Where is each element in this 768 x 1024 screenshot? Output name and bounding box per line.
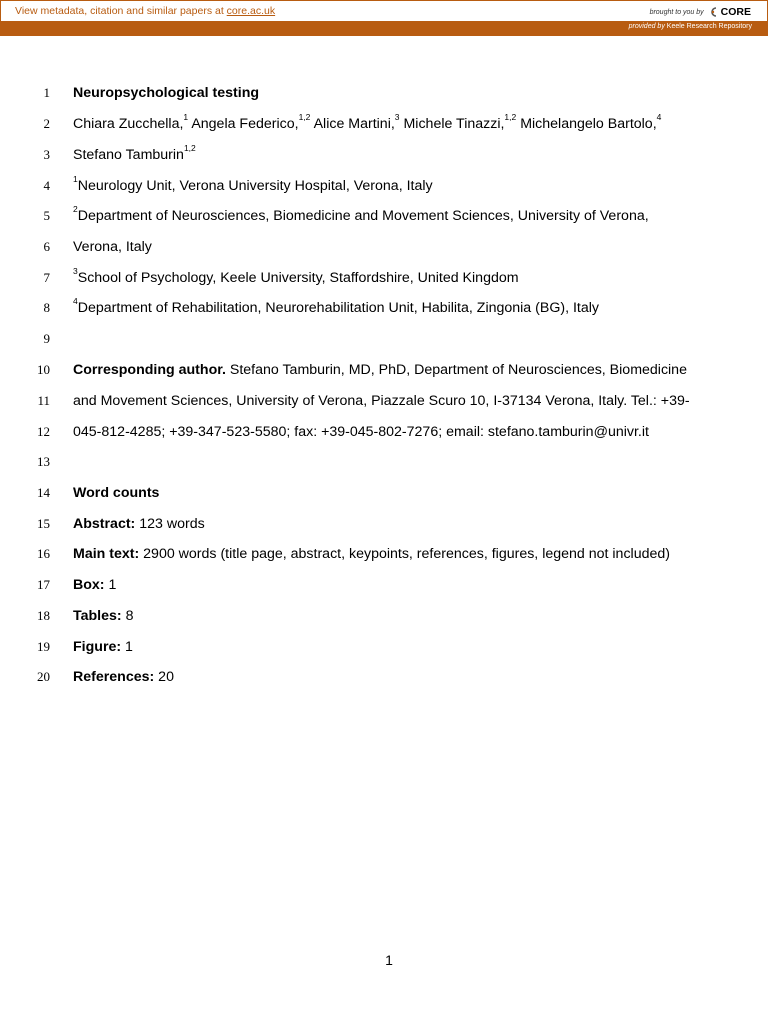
line-17 [0, 575, 768, 595]
line-12 [0, 422, 768, 442]
core-banner-top [0, 0, 768, 21]
line-number: 13 [37, 454, 50, 469]
provided-by-text[interactable] [629, 23, 752, 30]
line-number: 15 [37, 516, 50, 531]
line-16 [0, 544, 768, 564]
view-metadata-text [15, 5, 275, 17]
line-1 [0, 83, 768, 103]
authors-list-continued [73, 145, 196, 165]
line-10 [0, 360, 768, 380]
core-logo-icon [708, 6, 717, 18]
provided-by-label: provided by [628, 23, 665, 30]
word-counts-heading [73, 483, 159, 503]
line-13 [0, 452, 768, 472]
line-number: 17 [37, 577, 50, 592]
line-number: 19 [37, 639, 50, 654]
line-number: 18 [37, 608, 50, 623]
count-value: 8 [121, 608, 134, 624]
line-number: 3 [43, 147, 50, 162]
main-text-count [73, 544, 670, 564]
author-name: Stefano Tamburin [73, 147, 184, 163]
page-number: 1 [385, 952, 393, 968]
line-6 [0, 237, 768, 257]
abstract-count [73, 514, 205, 534]
corresponding-author-label: Corresponding author. [73, 362, 226, 378]
line-number: 2 [43, 116, 50, 131]
core-banner-bottom [0, 21, 768, 36]
core-logo-text: CORE [720, 6, 751, 18]
author-name: Angela Federico, [191, 116, 299, 132]
count-label: Main text: [73, 546, 140, 562]
line-8 [0, 298, 768, 318]
line-number: 1 [43, 85, 50, 100]
affiliation-2-continued: Verona, Italy [73, 239, 152, 255]
count-value: 1 [104, 577, 117, 593]
affiliation-text: Department of Neurosciences, Biomedicine and Movement Sciences, University of Verona, [77, 208, 649, 224]
title-text: Neuropsychological testing [73, 85, 260, 101]
affiliation-2 [73, 206, 649, 226]
line-number: 10 [37, 362, 50, 377]
corresponding-author [73, 360, 687, 380]
references-count [73, 667, 174, 687]
count-label: Tables: [73, 608, 122, 624]
affiliation-text: Department of Rehabilitation, Neurorehabilitation Unit, Habilita, Zingonia (BG), Italy [77, 300, 599, 316]
line-number: 6 [43, 239, 50, 254]
count-value: 123 words [135, 516, 205, 532]
brought-to-you-text: brought to you by [649, 8, 704, 16]
corresponding-author-text: Stefano Tamburin, MD, PhD, Department of Neurosciences, Biomedicine [225, 362, 687, 378]
authors-list [73, 114, 661, 134]
author-affiliation: 1,2 [298, 112, 311, 122]
affiliation-text: Neurology Unit, Verona University Hospital, Verona, Italy [77, 178, 433, 194]
core-link[interactable]: core.ac.uk [226, 5, 276, 17]
line-9 [0, 329, 768, 349]
author-name: Chiara Zucchella, [73, 116, 184, 132]
line-number: 12 [37, 424, 50, 439]
box-count [73, 575, 116, 595]
affiliation-3 [73, 268, 519, 288]
author-name: Michelangelo Bartolo, [520, 116, 657, 132]
line-2 [0, 114, 768, 134]
line-15 [0, 514, 768, 534]
tables-count [73, 606, 133, 626]
affiliation-marker: 3 [73, 266, 78, 276]
affiliation-text: School of Psychology, Keele University, Staffordshire, United Kingdom [77, 270, 519, 286]
line-number: 8 [43, 300, 50, 315]
author-name: Alice Martini, [313, 116, 395, 132]
count-value: 2900 words (title page, abstract, keypoints, references, figures, legend not included) [139, 546, 670, 562]
line-18 [0, 606, 768, 626]
line-number: 16 [37, 546, 50, 561]
count-label: Figure: [73, 639, 122, 655]
line-number: 9 [43, 331, 50, 346]
author-affiliation: 3 [394, 112, 400, 122]
core-brand[interactable] [650, 4, 751, 20]
line-number: 20 [37, 669, 50, 684]
line-11 [0, 391, 768, 411]
affiliation-marker: 1 [73, 174, 78, 184]
line-number: 11 [37, 393, 50, 408]
view-metadata-prefix: View metadata, citation and similar papers at [15, 5, 227, 17]
count-label: References: [73, 669, 155, 685]
author-affiliation: 1 [183, 112, 189, 122]
line-14 [0, 483, 768, 503]
affiliation-4 [73, 298, 599, 318]
heading-text: Word counts [73, 485, 160, 501]
line-20 [0, 667, 768, 687]
line-5 [0, 206, 768, 226]
author-name: Michele Tinazzi, [403, 116, 505, 132]
author-affiliation: 1,2 [183, 143, 196, 153]
line-4 [0, 176, 768, 196]
author-affiliation: 4 [656, 112, 662, 122]
line-3 [0, 145, 768, 165]
count-label: Box: [73, 577, 105, 593]
corresponding-author-contact: 045-812-4285; +39-347-523-5580; fax: +39-045-802-7276; email: stefano.tamburin@univr.it [73, 424, 649, 440]
affiliation-marker: 4 [73, 296, 78, 306]
repository-name: Keele Research Repository [666, 23, 752, 30]
affiliation-marker: 2 [73, 204, 78, 214]
line-number: 5 [43, 208, 50, 223]
line-number: 14 [37, 485, 50, 500]
line-19 [0, 637, 768, 657]
paper-title [73, 83, 259, 103]
count-label: Abstract: [73, 516, 136, 532]
count-value: 20 [154, 669, 174, 685]
author-affiliation: 1,2 [504, 112, 517, 122]
corresponding-author-address: and Movement Sciences, University of Verona, Piazzale Scuro 10, I-37134 Verona, Italy. Tel.: +39- [73, 393, 690, 409]
figure-count [73, 637, 133, 657]
core-banner [0, 0, 768, 36]
count-value: 1 [121, 639, 133, 655]
line-7 [0, 268, 768, 288]
line-number: 4 [43, 178, 50, 193]
affiliation-1 [73, 176, 433, 196]
line-number: 7 [43, 270, 50, 285]
